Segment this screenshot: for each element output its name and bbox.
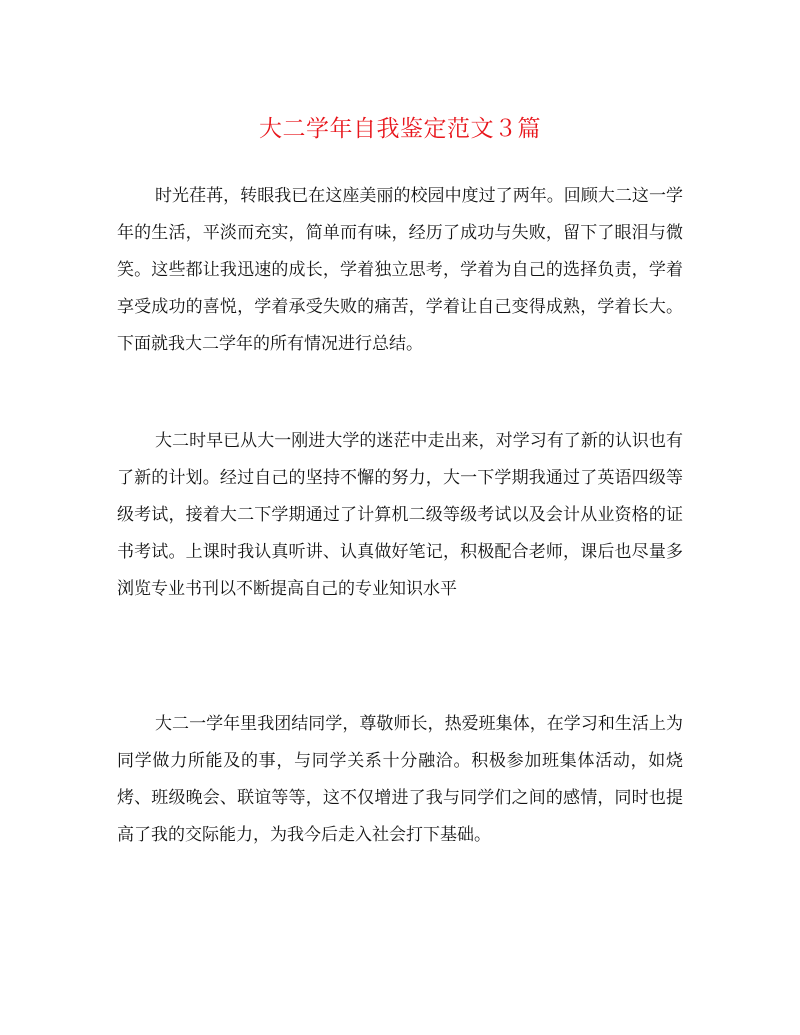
document-title: 大二学年自我鉴定范文３篇 xyxy=(259,116,541,142)
paragraph-3: 大二一学年里我团结同学，尊敬师长，热爱班集体，在学习和生活上为同学做力所能及的事，与同学关系十分融洽。积极参加班集体活动，如烧烤、班级晚会、联谊等等，这不仅增进了我与同学们之间的感情，同时也提高了我的交际能力，为我今后走入社会打下基础。 xyxy=(117,714,683,845)
paragraph-2: 大二时早已从大一刚进大学的迷茫中走出来，对学习有了新的认识也有了新的计划。经过自己的坚持不懈的努力，大一下学期我通过了英语四级等级考试，接着大二下学期通过了计算机二级等级考试以及会计从业资格的证书考试。上课时我认真听讲、认真做好笔记，积极配合老师，课后也尽量多浏览专业书刊以不断提高自己的专业知识水平 xyxy=(117,431,683,599)
paragraph-1: 时光荏苒，转眼我已在这座美丽的校园中度过了两年。回顾大二这一学年的生活，平淡而充实，简单而有味，经历了成功与失败，留下了眼泪与微笑。这些都让我迅速的成长，学着独立思考，学着为自己的选择负责，学着享受成功的喜悦，学着承受失败的痛苦，学着让自己变得成熟，学着长大。下面就我大二学年的所有情况进行总结。 xyxy=(117,186,683,354)
